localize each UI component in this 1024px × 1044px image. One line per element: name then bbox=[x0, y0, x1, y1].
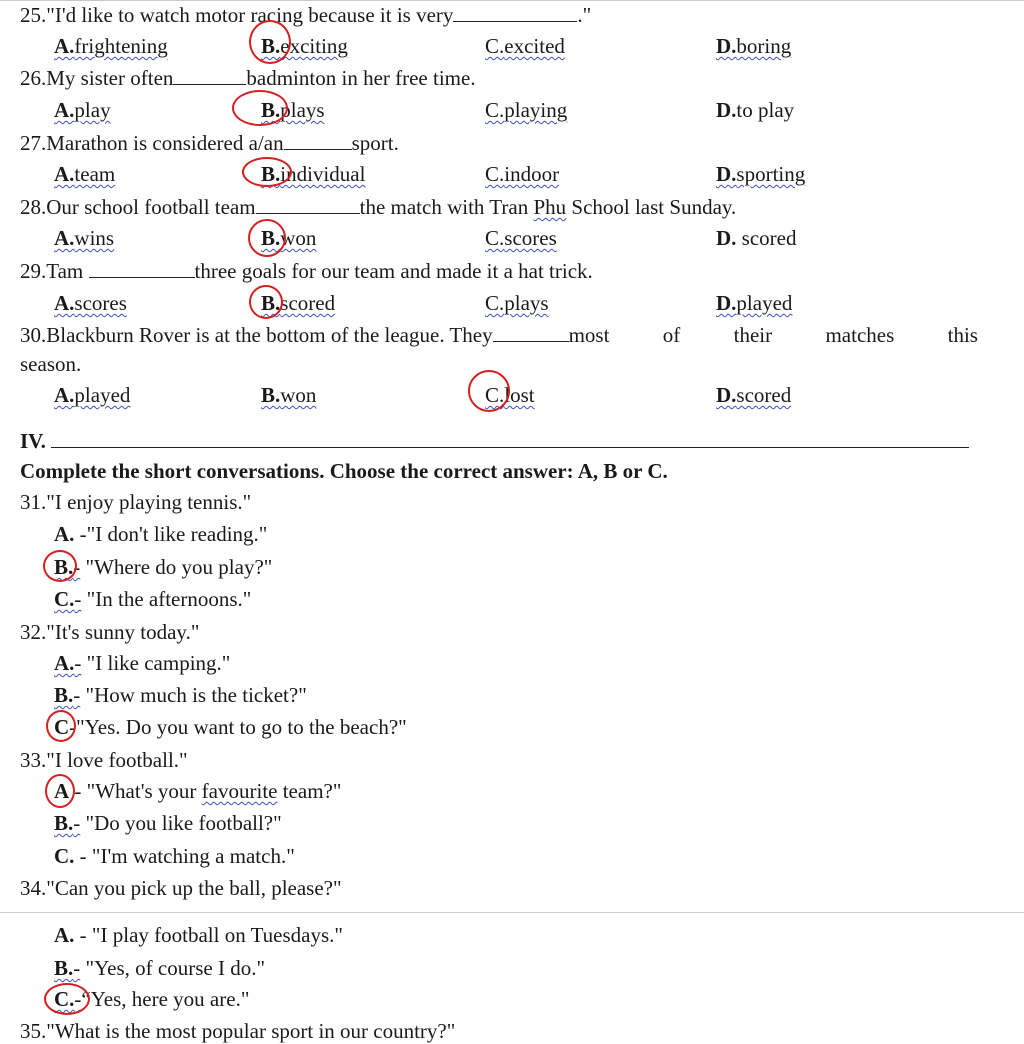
question-text: 32."It's sunny today." bbox=[20, 620, 200, 644]
question-text: Our school football team bbox=[46, 195, 256, 219]
section-heading bbox=[20, 428, 969, 454]
question-text: Marathon is considered a/an bbox=[46, 131, 284, 155]
question-word: matches bbox=[825, 323, 895, 347]
answer-circle-mark bbox=[248, 219, 286, 257]
question-text-end: the match with Tran bbox=[359, 195, 534, 219]
question-word: their bbox=[733, 323, 773, 347]
question-number: 29. bbox=[20, 259, 47, 283]
q27-option-d[interactable]: D.sporting bbox=[716, 162, 806, 186]
q32-option-c[interactable]: C-"Yes. Do you want to go to the beach?" bbox=[54, 715, 407, 739]
question-35 bbox=[20, 1018, 455, 1044]
q28-option-a[interactable]: A.wins bbox=[54, 226, 115, 250]
q34-option-b[interactable]: B.- "Yes, of course I do." bbox=[54, 956, 266, 980]
q30-option-b[interactable]: B.won bbox=[261, 383, 317, 407]
answer-circle-mark bbox=[249, 285, 283, 319]
q25-option-b[interactable]: B.exciting bbox=[261, 34, 348, 58]
question-text: 34."Can you pick up the ball, please?" bbox=[20, 876, 342, 900]
question-text: Tam bbox=[46, 259, 84, 283]
q33-option-a[interactable]: A - "What's your favourite team?" bbox=[54, 779, 342, 803]
answer-circle-mark bbox=[232, 90, 288, 126]
question-text-tail: School last Sunday. bbox=[566, 195, 737, 219]
q27-option-a[interactable]: A.team bbox=[54, 162, 116, 186]
q29-option-c[interactable]: C.plays bbox=[485, 291, 549, 315]
q26-option-b[interactable]: B.plays bbox=[261, 98, 325, 122]
answer-circle-mark bbox=[44, 983, 90, 1015]
q26-option-a[interactable]: A.play bbox=[54, 98, 111, 122]
q27-option-c[interactable]: C.indoor bbox=[485, 162, 560, 186]
question-34 bbox=[20, 875, 342, 901]
page-break-divider bbox=[0, 912, 1024, 913]
q33-option-c[interactable]: C. - "I'm watching a match." bbox=[54, 844, 295, 868]
q28-option-b[interactable]: B.won bbox=[261, 226, 317, 250]
instruction-text: Complete the short conversations. Choose the correct answer: A, B or C. bbox=[20, 459, 668, 483]
question-30-lead bbox=[20, 322, 609, 348]
question-31 bbox=[20, 489, 251, 515]
q25-option-d[interactable]: D.boring bbox=[716, 34, 792, 58]
q25-option-c[interactable]: C.excited bbox=[485, 34, 565, 58]
answer-blank bbox=[89, 258, 195, 278]
top-divider bbox=[0, 0, 1024, 1]
q29-option-a[interactable]: A.scores bbox=[54, 291, 127, 315]
q26-option-d[interactable]: D.to play bbox=[716, 98, 795, 122]
answer-circle-mark bbox=[242, 157, 292, 187]
question-30 bbox=[20, 322, 978, 348]
q30-option-a[interactable]: A.played bbox=[54, 383, 131, 407]
question-29 bbox=[20, 258, 593, 284]
question-32 bbox=[20, 619, 199, 645]
question-word: most bbox=[568, 323, 610, 347]
question-text: Blackburn Rover is at the bottom of the league. They bbox=[46, 323, 493, 347]
question-number: 26. bbox=[20, 66, 47, 90]
question-27 bbox=[20, 130, 399, 156]
question-number: 28. bbox=[20, 195, 47, 219]
answer-circle-mark bbox=[45, 774, 75, 808]
question-text: 31."I enjoy playing tennis." bbox=[20, 490, 252, 514]
q32-option-b[interactable]: B.- "How much is the ticket?" bbox=[54, 683, 307, 707]
q32-option-a[interactable]: A.- "I like camping." bbox=[54, 651, 231, 675]
question-text-end: badminton in her free time. bbox=[246, 66, 476, 90]
question-30-line2 bbox=[20, 351, 81, 377]
question-text-end: sport. bbox=[351, 131, 399, 155]
question-text: 35."What is the most popular sport in our country?" bbox=[20, 1019, 456, 1043]
question-26 bbox=[20, 65, 476, 91]
answer-circle-mark bbox=[46, 710, 76, 742]
answer-circle-mark bbox=[468, 370, 510, 412]
question-text: "I'd like to watch motor racing because it is very bbox=[46, 3, 454, 27]
q29-option-d[interactable]: D.played bbox=[716, 291, 793, 315]
q25-option-a[interactable]: A.frightening bbox=[54, 34, 168, 58]
question-number: 30. bbox=[20, 323, 47, 347]
answer-blank bbox=[284, 130, 352, 150]
section-number: IV. bbox=[20, 429, 46, 453]
q30-option-c[interactable]: C.lost bbox=[485, 383, 535, 407]
q26-option-c[interactable]: C.playing bbox=[485, 98, 568, 122]
answer-blank bbox=[256, 194, 360, 214]
answer-blank bbox=[173, 65, 246, 85]
question-33 bbox=[20, 747, 188, 773]
q34-option-c[interactable]: C.-“Yes, here you are." bbox=[54, 987, 250, 1011]
q28-option-c[interactable]: C.scores bbox=[485, 226, 557, 250]
q31-option-b[interactable]: B.- "Where do you play?" bbox=[54, 555, 273, 579]
question-text: My sister often bbox=[46, 66, 174, 90]
question-word: of bbox=[662, 323, 681, 347]
q27-option-b[interactable]: B.individual bbox=[261, 162, 366, 186]
question-text-end: three goals for our team and made it a hat trick. bbox=[194, 259, 593, 283]
question-text-end: season. bbox=[20, 352, 82, 376]
question-text: 33."I love football." bbox=[20, 748, 188, 772]
question-number: 27. bbox=[20, 131, 47, 155]
question-number: 25. bbox=[20, 3, 47, 27]
section-instruction bbox=[20, 458, 668, 484]
answer-blank bbox=[453, 2, 577, 22]
q34-option-a[interactable]: A. - "I play football on Tuesdays." bbox=[54, 923, 343, 947]
q28-option-d[interactable]: D. scored bbox=[716, 226, 797, 250]
answer-blank bbox=[493, 322, 569, 342]
q33-option-b[interactable]: B.- "Do you like football?" bbox=[54, 811, 282, 835]
q30-option-d[interactable]: D.scored bbox=[716, 383, 792, 407]
answer-circle-mark bbox=[43, 550, 77, 582]
q29-option-b[interactable]: B.scored bbox=[261, 291, 336, 315]
question-word: this bbox=[947, 323, 978, 347]
section-rule bbox=[51, 428, 969, 448]
question-25 bbox=[20, 2, 591, 28]
q31-option-a[interactable]: A. -"I don't like reading." bbox=[54, 522, 268, 546]
answer-circle-mark bbox=[249, 20, 291, 64]
question-text-end: ." bbox=[577, 3, 592, 27]
q31-option-c[interactable]: C.- "In the afternoons." bbox=[54, 587, 252, 611]
question-28 bbox=[20, 194, 736, 220]
proper-noun: Phu bbox=[533, 195, 567, 219]
